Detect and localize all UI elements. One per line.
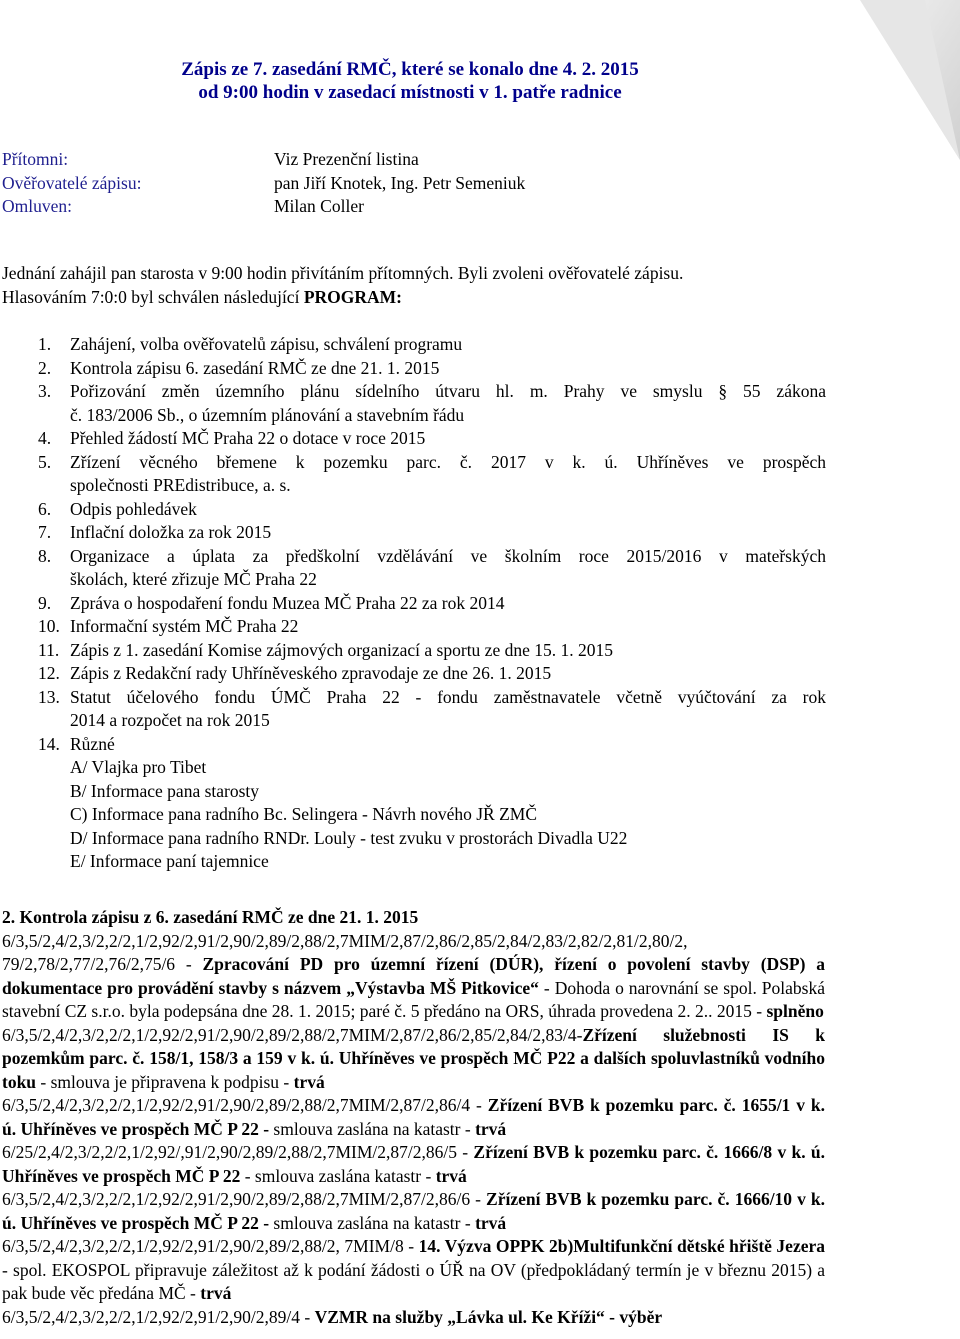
program-item-number: 3. [38,381,52,401]
program-subitem: D/ Informace pana radního RNDr. Louly - test zvuku v prostorách Divadla U22 [70,827,628,848]
program-item-number: 9. [38,592,52,613]
program-item [38,521,826,545]
verifiers-value: pan Jiří Knotek, Ing. Petr Semeniuk [274,173,526,193]
intro-line2-text: Hlasováním 7:0:0 byl schválen následující [2,287,304,307]
program-item-number: 7. [38,522,52,542]
program-item-text: Odpis pohledávek [70,498,197,519]
intro-line2 [2,287,402,308]
status-text: trvá [475,1118,507,1139]
program-item-number: 14. [38,733,60,754]
program-item-text: Zápis z 1. zasedání Komise zájmových organizací a sportu ze dne 15. 1. 2015 [70,639,613,660]
section-2-paragraph [2,1306,825,1330]
program-item [38,333,826,357]
paragraph-bold-text: Zřízení BVB k pozemku parc. č. 1666/10 v k. ú. Uhříněves ve prospěch MČ P 22 - [2,1189,825,1233]
program-item [38,357,826,381]
paragraph-bold-text: 14. Výzva OPPK 2b)Multifunkční dětské hřiště Jezera [418,1236,826,1256]
program-list [38,333,826,874]
program-item [38,592,826,616]
paragraph-text: 6/3,5/2,4/2,3/2,2/2,1/2,92/2,91/2,90/2,89/2,88/2,7MIM/2,87/2,86/2,85/2,84/2,83/2,82/2,81/2,80/2, 79/2,78/2,77/2,76/2,75/6 - [2,930,688,974]
section-2-paragraph [2,1094,825,1141]
program-item-continuation: 2014 a rozpočet na rok 2015 [70,710,270,730]
program-item-continuation: č. 183/2006 Sb., o územním plánování a stavebním řádu [70,404,465,425]
paragraph-bold-text: Zřízení BVB k pozemku parc. č. 1655/1 v k. ú. Uhříněves ve prospěch MČ P 22 - [2,1095,825,1139]
section-2 [2,906,825,1329]
program-item [38,498,826,522]
program-item-number: 13. [38,686,60,707]
paragraph-text: 6/3,5/2,4/2,3/2,2/2,1/2,92/2,91/2,90/2,89/2,88/2,7MIM/2,87/2,86/6 - [2,1189,487,1209]
section-2-heading-text: 2. Kontrola zápisu z 6. zasedání RMČ ze dne 21. 1. 2015 [2,907,419,927]
program-heading: PROGRAM: [303,287,403,307]
program-item-number: 6. [38,498,52,519]
document-title-line2: od 9:00 hodin v zasedací místnosti v 1. patře radnice [198,82,622,103]
program-item-text: Organizace a úplata za předškolní vzdělávání ve školním roce 2015/2016 v mateřských [70,545,826,566]
program-item-continuation: školách, které zřizuje MČ Praha 22 [70,569,317,589]
paragraph-text: 6/3,5/2,4/2,3/2,2/2,1/2,92/2,91/2,90/2,89/2,88/2,7MIM/2,87/2,86/2,85/2,84/2,83/4- [2,1024,583,1045]
program-item [38,686,826,710]
section-2-paragraph [2,1235,825,1306]
section-2-paragraph [2,1024,825,1095]
verifiers-label: Ověřovatelé zápisu: [2,173,142,193]
program-item-text: Kontrola zápisu 6. zasedání RMČ ze dne 21. 1. 2015 [70,357,440,378]
program-item [38,733,826,757]
program-item [38,662,826,686]
present-value: Viz Prezenční listina [274,149,419,169]
section-2-paragraph [2,1141,825,1188]
program-item-number: 12. [38,663,60,683]
program-item-text: Pořizování změn územního plánu sídelního útvaru hl. m. Prahy ve smyslu § 55 zákona [70,381,826,401]
program-item-text: Inflační doložka za rok 2015 [70,522,272,542]
program-item-text: Statut účelového fondu ÚMČ Praha 22 - fondu zaměstnavatele včetně vyúčtování za rok [70,686,826,707]
paragraph-text: smlouva zaslána na katastr - [269,1118,476,1139]
excused-label: Omluven: [2,196,72,216]
program-item-text: Zřízení věcného břemene k pozemku parc. č. 2017 v k. ú. Uhříněves ve prospěch [70,451,826,472]
program-item [38,380,826,404]
status-text: trvá [475,1212,507,1233]
section-2-paragraph [2,930,825,1024]
program-subitem: E/ Informace paní tajemnice [70,851,269,871]
paragraph-text: smlouva zaslána na katastr - [269,1212,476,1233]
program-item-number: 10. [38,616,60,636]
program-subitem: B/ Informace pana starosty [70,780,260,801]
status-text: splněno [766,1001,824,1021]
program-item [38,639,826,663]
paragraph-bold-text: Zřízení služebnosti IS k pozemkům parc. č. 158/1, 158/3 a 159 v k. ú. Uhříněves ve prospěch MČ P22 a dalších spoluvlastníků vodního toku [2,1024,825,1092]
section-2-paragraph [2,1188,825,1235]
paragraph-bold-text: Zřízení BVB k pozemku parc. č. 1666/8 v k. ú. Uhříněves ve prospěch MČ P 22 [2,1142,825,1186]
paragraph-bold-text: VZMR na služby „Lávka ul. Ke Kříži“ - výběr [314,1306,663,1327]
paragraph-text: - spol. EKOSPOL připravuje záležitost až k podání žádosti o ÚŘ na OV (předpokládaný termín je v březnu 2015) a pak bude věc předána MČ - [2,1259,825,1303]
program-item-number: 2. [38,357,52,378]
paragraph-text: 6/25/2,4/2,3/2,2/2,1/2,92/,91/2,90/2,89/2,88/2,7MIM/2,87/2,86/5 - [2,1142,474,1162]
program-item-text: Různé [70,733,115,754]
program-item-number: 1. [38,334,52,354]
section-2-heading [2,906,825,930]
excused-value: Milan Coller [274,196,364,216]
status-text: trvá [293,1071,325,1092]
paragraph-text: - smlouva je připravena k podpisu - [36,1071,294,1092]
program-item-number: 11. [38,639,60,660]
program-subitem: A/ Vlajka pro Tibet [70,757,207,777]
program-item-number: 5. [38,451,52,472]
program-item-text: Zpráva o hospodaření fondu Muzea MČ Praha 22 za rok 2014 [70,592,505,613]
intro-line1: Jednání zahájil pan starosta v 9:00 hodin přivítáním přítomných. Byli zvoleni ověřovatelé zápisu. [2,263,684,283]
program-item [38,615,826,639]
program-item [38,451,826,475]
present-label: Přítomni: [2,149,69,169]
status-text: trvá [200,1283,232,1303]
paragraph-bold-text: Zpracování PD pro územní řízení (DÚR), řízení o povolení stavby (DSP) a dokumentace pro provádění stavby s názvem „Výstavba MŠ Pitkovice“ [2,954,825,998]
program-item-text: Informační systém MČ Praha 22 [70,616,299,636]
program-item [38,545,826,569]
paragraph-text: 6/3,5/2,4/2,3/2,2/2,1/2,92/2,91/2,90/2,89/4 - [2,1306,315,1327]
program-item-text: Zahájení, volba ověřovatelů zápisu, schválení programu [70,334,463,354]
program-item-continuation: společnosti PREdistribuce, a. s. [70,475,291,495]
status-text: trvá [435,1165,467,1186]
program-item [38,427,826,451]
program-subitem: C) Informace pana radního Bc. Selingera - Návrh nového JŘ ZMČ [70,804,538,824]
program-item-text: Přehled žádostí MČ Praha 22 o dotace v roce 2015 [70,428,426,448]
program-item-number: 4. [38,428,52,448]
paragraph-text: 6/3,5/2,4/2,3/2,2/2,1/2,92/2,91/2,90/2,89/2,88/2,7MIM/2,87/2,86/4 - [2,1095,488,1115]
program-item-text: Zápis z Redakční rady Uhříněveského zpravodaje ze dne 26. 1. 2015 [70,663,552,683]
paragraph-text: - Dohoda o narovnání se spol. Polabská stavební CZ s.r.o. byla podepsána dne 28. 1. 2015; paré č. 5 předáno na ORS, úhrada provedena 2. 2.. 2015 - [2,977,825,1021]
paragraph-text: - smlouva zaslána katastr - [240,1165,436,1186]
document-title-line1: Zápis ze 7. zasedání RMČ, které se konalo dne 4. 2. 2015 [181,59,639,80]
paragraph-text: 6/3,5/2,4/2,3/2,2/2,1/2,92/2,91/2,90/2,89/2,88/2, 7MIM/8 - [2,1236,419,1256]
program-item-number: 8. [38,545,52,566]
